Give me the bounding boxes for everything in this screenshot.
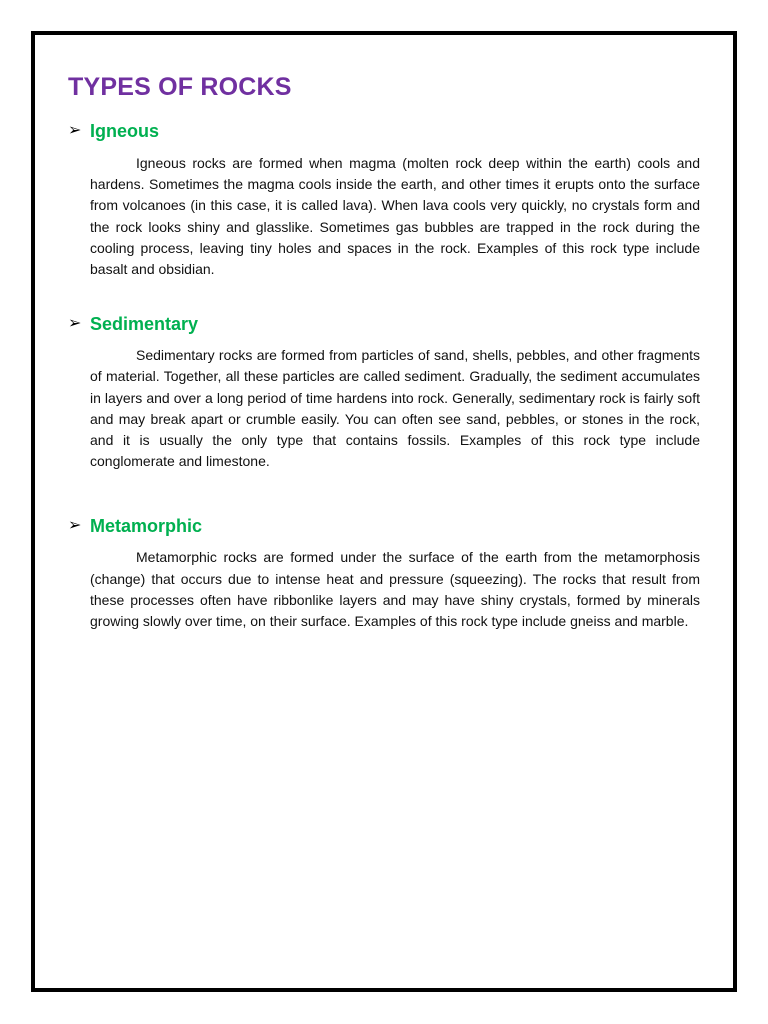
page-title: TYPES OF ROCKS — [68, 73, 292, 101]
section-metamorphic — [68, 513, 700, 632]
section-heading — [68, 513, 700, 539]
section-sedimentary — [68, 311, 700, 472]
section-heading-text: Metamorphic — [90, 516, 203, 537]
section-paragraph: Sedimentary rocks are formed from particles of sand, shells, pebbles, and other fragments of material. Together, all these particles are called sediment. Gradually, the sediment accumulates in layers and over a long period of time hardens into rock. Generally, sedimentary rock is fairly soft and may break apart or crumble easily. You can often see sand, pebbles, or stones in the rock, and it is usually the only type that contains fossils. Examples of this rock type include conglomerate and limestone. — [90, 347, 700, 470]
section-heading — [68, 311, 700, 337]
section-heading — [68, 118, 700, 144]
section-paragraph: Metamorphic rocks are formed under the surface of the earth from the metamorphosis (change) that occurs due to intense heat and pressure (squeezing). The rocks that result from these processes often have ribbonlike layers and may have shiny crystals, formed by minerals growing slowly over time, on their surface. Examples of this rock type include gneiss and marble. — [90, 549, 700, 630]
section-heading-text: Sedimentary — [90, 314, 199, 335]
document-content — [68, 70, 700, 632]
arrow-bullet-icon: ➢ — [68, 122, 82, 139]
arrow-bullet-icon: ➢ — [68, 517, 82, 535]
section-igneous — [68, 118, 700, 280]
section-paragraph: Igneous rocks are formed when magma (molten rock deep within the earth) cools and hardens. Sometimes the magma cools inside the earth, and other times it erupts onto the surface from volcanoes (in this case, it is called lava). When lava cools very quickly, no crystals form and the rock looks shiny and glasslike. Sometimes gas bubbles are trapped in the rock during the cooling process, leaving tiny holes and spaces in the rock. Examples of this rock type include basalt and obsidian. — [90, 155, 700, 278]
section-heading-text: Igneous — [90, 121, 160, 141]
arrow-bullet-icon: ➢ — [68, 315, 82, 333]
